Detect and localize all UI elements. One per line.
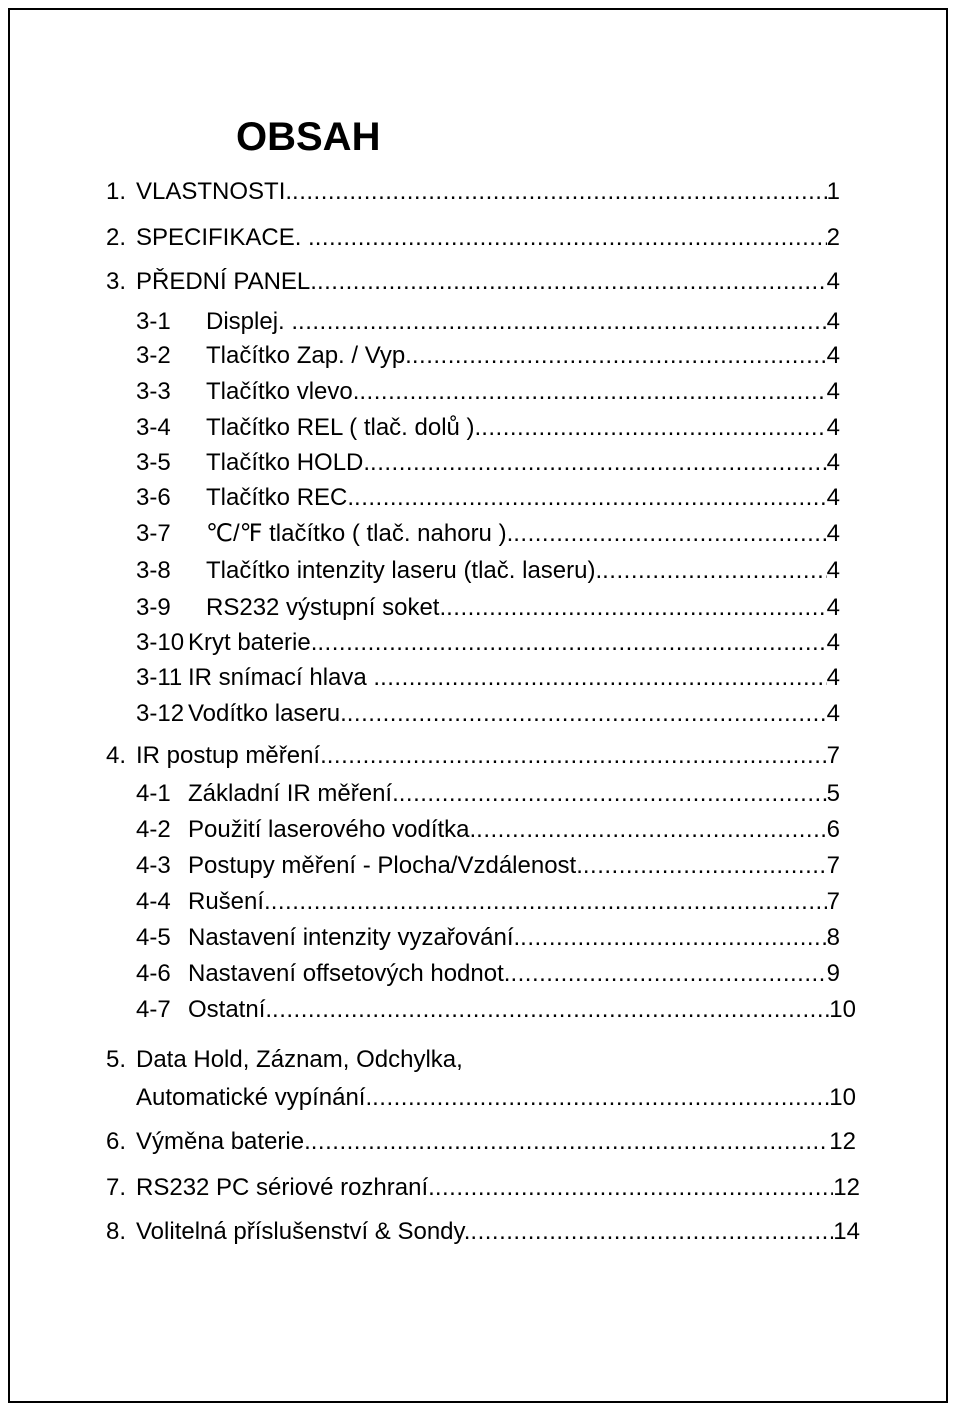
toc-entry-page: 2 bbox=[826, 224, 840, 251]
toc-entry[interactable] bbox=[136, 553, 840, 589]
toc-entry-number: 4-7 bbox=[136, 996, 171, 1023]
toc-entry-page: 9 bbox=[826, 960, 840, 987]
toc-leader-dots bbox=[327, 738, 827, 774]
toc-entry-number: 3-4 bbox=[136, 414, 171, 441]
toc-leader-dots bbox=[315, 220, 827, 256]
toc-entry-label: SPECIFIKACE. . bbox=[136, 224, 315, 251]
toc-entry-number: 3-2 bbox=[136, 342, 171, 369]
toc-entry-number: 4-3 bbox=[136, 852, 171, 879]
toc-entry-number: 5. bbox=[106, 1046, 127, 1073]
toc-entry-label: Tlačítko REC. bbox=[206, 484, 355, 511]
toc-entry[interactable] bbox=[136, 992, 856, 1028]
toc-entry-page: 8 bbox=[826, 924, 840, 951]
page-title: OBSAH bbox=[236, 115, 381, 159]
toc-leader-dots bbox=[372, 1080, 829, 1116]
toc-entry[interactable] bbox=[136, 920, 840, 956]
toc-entry-page: 4 bbox=[826, 520, 840, 547]
toc-leader-dots bbox=[298, 304, 827, 340]
toc-leader-dots bbox=[520, 920, 826, 956]
toc-entry[interactable] bbox=[136, 884, 840, 920]
toc-entry[interactable] bbox=[106, 1170, 860, 1206]
toc-entry-page: 1 bbox=[826, 178, 840, 205]
toc-entry[interactable] bbox=[136, 480, 840, 516]
toc-entry-label: Displej. . bbox=[206, 308, 299, 335]
toc-entry[interactable] bbox=[136, 374, 840, 410]
toc-entry-label: Postupy měření - Plocha/Vzdálenost. bbox=[188, 852, 583, 879]
toc-entry-number: 3-1 bbox=[136, 308, 171, 335]
toc-entry-number: 3-3 bbox=[136, 378, 171, 405]
toc-entry-number: 3. bbox=[106, 268, 127, 295]
toc-entry-label: VLASTNOSTI. bbox=[136, 178, 293, 205]
toc-entry-label: Vodítko laseru. bbox=[188, 700, 347, 727]
toc-entry[interactable] bbox=[106, 174, 840, 210]
toc-leader-dots bbox=[317, 264, 827, 300]
toc-entry-label: IR snímací hlava . bbox=[188, 664, 381, 691]
toc-entry-page: 10 bbox=[829, 1084, 856, 1111]
toc-entry-number: 4-2 bbox=[136, 816, 171, 843]
toc-leader-dots bbox=[435, 1170, 833, 1206]
toc-entry-page: 10 bbox=[829, 996, 856, 1023]
toc-entry-page: 7 bbox=[826, 742, 840, 769]
toc-entry-label: Nastavení offsetových hodnot. bbox=[188, 960, 511, 987]
toc-leader-dots bbox=[271, 884, 827, 920]
toc-entry-label: Ostatní. bbox=[188, 996, 273, 1023]
toc-entry-label: IR postup měření. bbox=[136, 742, 327, 769]
toc-entry[interactable] bbox=[106, 738, 840, 774]
toc-entry[interactable] bbox=[136, 410, 840, 446]
toc-entry-page: 7 bbox=[826, 852, 840, 879]
toc-entry-label: Volitelná příslušenství & Sondy. bbox=[136, 1218, 471, 1245]
toc-entry-number: 3-5 bbox=[136, 449, 171, 476]
toc-leader-dots bbox=[370, 445, 827, 481]
toc-leader-dots bbox=[476, 812, 826, 848]
toc-entry-label: Použití laserového vodítka. bbox=[188, 816, 477, 843]
toc-entry-page: 4 bbox=[826, 594, 840, 621]
toc-entry[interactable] bbox=[136, 338, 840, 374]
toc-leader-dots bbox=[292, 174, 827, 210]
toc-leader-dots bbox=[412, 338, 827, 374]
toc-entry-page: 4 bbox=[826, 342, 840, 369]
toc-entry-page: 7 bbox=[826, 888, 840, 915]
toc-entry[interactable] bbox=[106, 1124, 856, 1160]
toc-entry[interactable] bbox=[136, 660, 840, 696]
toc-entry-number: 3-12 bbox=[136, 700, 185, 727]
toc-entry[interactable] bbox=[136, 696, 840, 732]
toc-entry-number: 4-5 bbox=[136, 924, 171, 951]
toc-entry-number: 4. bbox=[106, 742, 127, 769]
toc-entry-label: Tlačítko intenzity laseru (tlač. laseru). bbox=[206, 557, 603, 584]
toc-entry-page: 4 bbox=[826, 268, 840, 295]
toc-leader-dots bbox=[347, 696, 827, 732]
toc-leader-dots bbox=[446, 590, 827, 626]
toc-entry-label: Základní IR měření. bbox=[188, 780, 399, 807]
toc-leader-dots bbox=[399, 776, 827, 812]
toc-entry[interactable] bbox=[136, 776, 840, 812]
toc-entry-continuation[interactable] bbox=[136, 1080, 856, 1116]
toc-entry-page: 14 bbox=[833, 1218, 860, 1245]
toc-entry-label: Tlačítko Zap. / Vyp. bbox=[206, 342, 412, 369]
toc-entry-number: 7. bbox=[106, 1174, 127, 1201]
toc-entry[interactable] bbox=[136, 956, 840, 992]
toc-entry-number: 3-10 bbox=[136, 629, 185, 656]
toc-entry[interactable] bbox=[106, 1214, 860, 1250]
toc-entry[interactable] bbox=[136, 625, 840, 661]
toc-leader-dots bbox=[510, 956, 826, 992]
toc-entry-number: 4-4 bbox=[136, 888, 171, 915]
toc-entry-page: 4 bbox=[826, 378, 840, 405]
toc-entry-number: 3-7 bbox=[136, 520, 171, 547]
toc-entry[interactable] bbox=[106, 220, 840, 256]
toc-entry-label: Automatické vypínání. bbox=[136, 1084, 373, 1111]
toc-entry-number: 2. bbox=[106, 224, 127, 251]
toc-entry-page: 4 bbox=[826, 484, 840, 511]
toc-leader-dots bbox=[272, 992, 829, 1028]
toc-entry-number: 3-9 bbox=[136, 594, 171, 621]
toc-entry-number: 4-6 bbox=[136, 960, 171, 987]
toc-entry-label: RS232 výstupní soket. bbox=[206, 594, 447, 621]
toc-entry-label: Tlačítko REL ( tlač. dolů ). bbox=[206, 414, 482, 441]
toc-entry-page: 4 bbox=[826, 557, 840, 584]
toc-entry-label: ℃/℉ tlačítko ( tlač. nahoru ). bbox=[206, 520, 514, 547]
toc-leader-dots bbox=[602, 553, 827, 589]
toc-leader-dots bbox=[470, 1214, 833, 1250]
toc-entry-page: 12 bbox=[833, 1174, 860, 1201]
toc-leader-dots bbox=[359, 374, 826, 410]
toc-leader-dots bbox=[583, 848, 827, 884]
toc-entry-number: 1. bbox=[106, 178, 127, 205]
toc-entry-number: 8. bbox=[106, 1218, 127, 1245]
toc-entry-label: Tlačítko vlevo. bbox=[206, 378, 360, 405]
toc-entry[interactable] bbox=[106, 264, 840, 300]
toc-entry-page: 4 bbox=[826, 414, 840, 441]
toc-entry[interactable] bbox=[136, 848, 840, 884]
toc-entry[interactable] bbox=[136, 812, 840, 848]
toc-leader-dots bbox=[311, 1124, 830, 1160]
toc-entry-label: RS232 PC sériové rozhraní. bbox=[136, 1174, 435, 1201]
toc-entry-number: 3-6 bbox=[136, 484, 171, 511]
toc-entry-number: 4-1 bbox=[136, 780, 171, 807]
toc-entry-page: 5 bbox=[826, 780, 840, 807]
toc-entry-page: 4 bbox=[826, 308, 840, 335]
toc-entry-label: Tlačítko HOLD. bbox=[206, 449, 371, 476]
toc-entry-number: 3-8 bbox=[136, 557, 171, 584]
toc-leader-dots bbox=[481, 410, 826, 446]
toc-entry-label: Rušení. bbox=[188, 888, 271, 915]
toc-entry-page: 12 bbox=[829, 1128, 856, 1155]
toc-entry[interactable] bbox=[106, 1042, 846, 1078]
toc-entry-label: Nastavení intenzity vyzařování. bbox=[188, 924, 521, 951]
toc-entry[interactable] bbox=[136, 516, 840, 552]
toc-entry-page: 4 bbox=[826, 664, 840, 691]
toc-entry-label: Výměna baterie. bbox=[136, 1128, 311, 1155]
toc-entry-page: 6 bbox=[826, 816, 840, 843]
toc-entry-page: 4 bbox=[826, 449, 840, 476]
toc-entry-label: Kryt baterie. bbox=[188, 629, 318, 656]
toc-entry[interactable] bbox=[136, 445, 840, 481]
toc-entry-number: 6. bbox=[106, 1128, 127, 1155]
toc-entry[interactable] bbox=[136, 590, 840, 626]
toc-entry-page: 4 bbox=[826, 700, 840, 727]
toc-leader-dots bbox=[317, 625, 826, 661]
toc-entry-label: Data Hold, Záznam, Odchylka, bbox=[136, 1046, 463, 1073]
toc-leader-dots bbox=[354, 480, 827, 516]
toc-leader-dots bbox=[380, 660, 827, 696]
toc-entry-label: PŘEDNÍ PANEL. bbox=[136, 268, 317, 295]
toc-entry-page: 4 bbox=[826, 629, 840, 656]
toc-entry-number: 3-11 bbox=[136, 664, 183, 691]
toc-leader-dots bbox=[513, 516, 826, 552]
toc-entry[interactable] bbox=[136, 304, 840, 340]
